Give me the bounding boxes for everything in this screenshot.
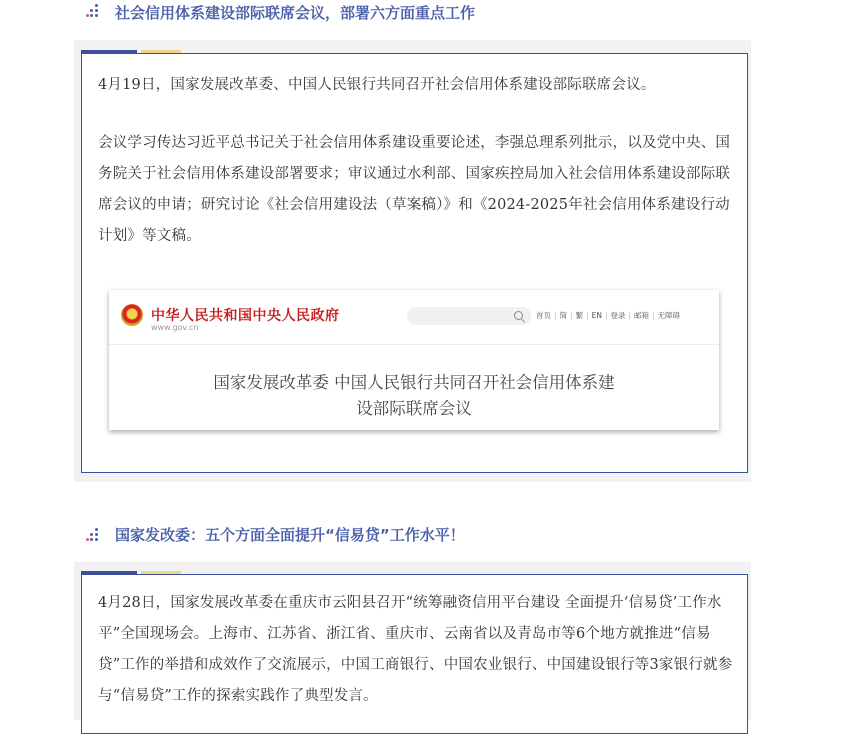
nav-item-english[interactable]: EN — [591, 311, 602, 320]
accent-bar — [141, 50, 181, 53]
gov-header — [109, 290, 719, 345]
accent-bar — [81, 50, 137, 53]
search-icon[interactable] — [514, 311, 523, 320]
gov-site-name: 中华人民共和国中央人民政府 — [151, 308, 340, 324]
nav-item-login[interactable]: 登录 — [610, 311, 626, 320]
nav-separator: | — [604, 311, 608, 320]
gov-headline-line: 国家发展改革委 中国人民银行共同召开社会信用体系建 — [213, 373, 615, 392]
accent-bar — [81, 571, 137, 574]
gov-search-input[interactable] — [407, 307, 531, 325]
paragraph: 会议学习传达习近平总书记关于社会信用体系建设重要论述，李强总理系列批示，以及党中央、国务院关于社会信用体系建设部署要求；审议通过水利部、国家疾控局加入社会信用体系建设部际联席会议的申请；研究讨论《社会信用建设法（草案稿）》和《2024-2025年社会信用体系建设行动计划》等文稿。 — [98, 135, 731, 244]
gov-site-url: www.gov.cn — [151, 323, 199, 332]
nav-separator: | — [586, 311, 589, 320]
nav-item-traditional[interactable]: 繁 — [575, 311, 584, 320]
nav-item-home[interactable]: 首页 — [536, 311, 551, 320]
accent-bar — [141, 571, 181, 574]
nav-separator: | — [652, 311, 655, 320]
dots-icon — [86, 4, 102, 20]
gov-site-screenshot — [109, 290, 719, 430]
national-emblem-icon — [121, 304, 143, 326]
nav-separator: | — [554, 311, 557, 320]
nav-item-mail[interactable]: 邮箱 — [634, 311, 650, 320]
gov-nav — [536, 310, 680, 321]
section-title: 国家发改委：五个方面全面提升“信易贷”工作水平！ — [115, 526, 465, 544]
paragraph: 4月19日，国家发展改革委、中国人民银行共同召开社会信用体系建设部际联席会议。 — [98, 77, 656, 93]
nav-separator: | — [628, 311, 632, 320]
nav-item-accessibility[interactable]: 无障碍 — [657, 311, 681, 320]
dots-icon — [86, 528, 102, 544]
section-title: 社会信用体系建设部际联席会议，部署六方面重点工作 — [115, 4, 476, 22]
nav-separator: | — [570, 311, 573, 320]
gov-headline — [109, 370, 719, 422]
nav-item-simplified[interactable]: 简 — [559, 311, 568, 320]
paragraph: 4月28日，国家发展改革委在重庆市云阳县召开“统筹融资信用平台建设 全面提升‘信易贷’工作水平”全国现场会。上海市、江苏省、浙江省、重庆市、云南省以及青岛市等6个地方就推进“信易贷”工作的举措和成效作了交流展示，中国工商银行、中国农业银行、中国建设银行等3家银行就参与“信易贷”工作的探索实践作了典型发言。 — [98, 595, 733, 704]
gov-headline-line: 设部际联席会议 — [356, 399, 472, 418]
